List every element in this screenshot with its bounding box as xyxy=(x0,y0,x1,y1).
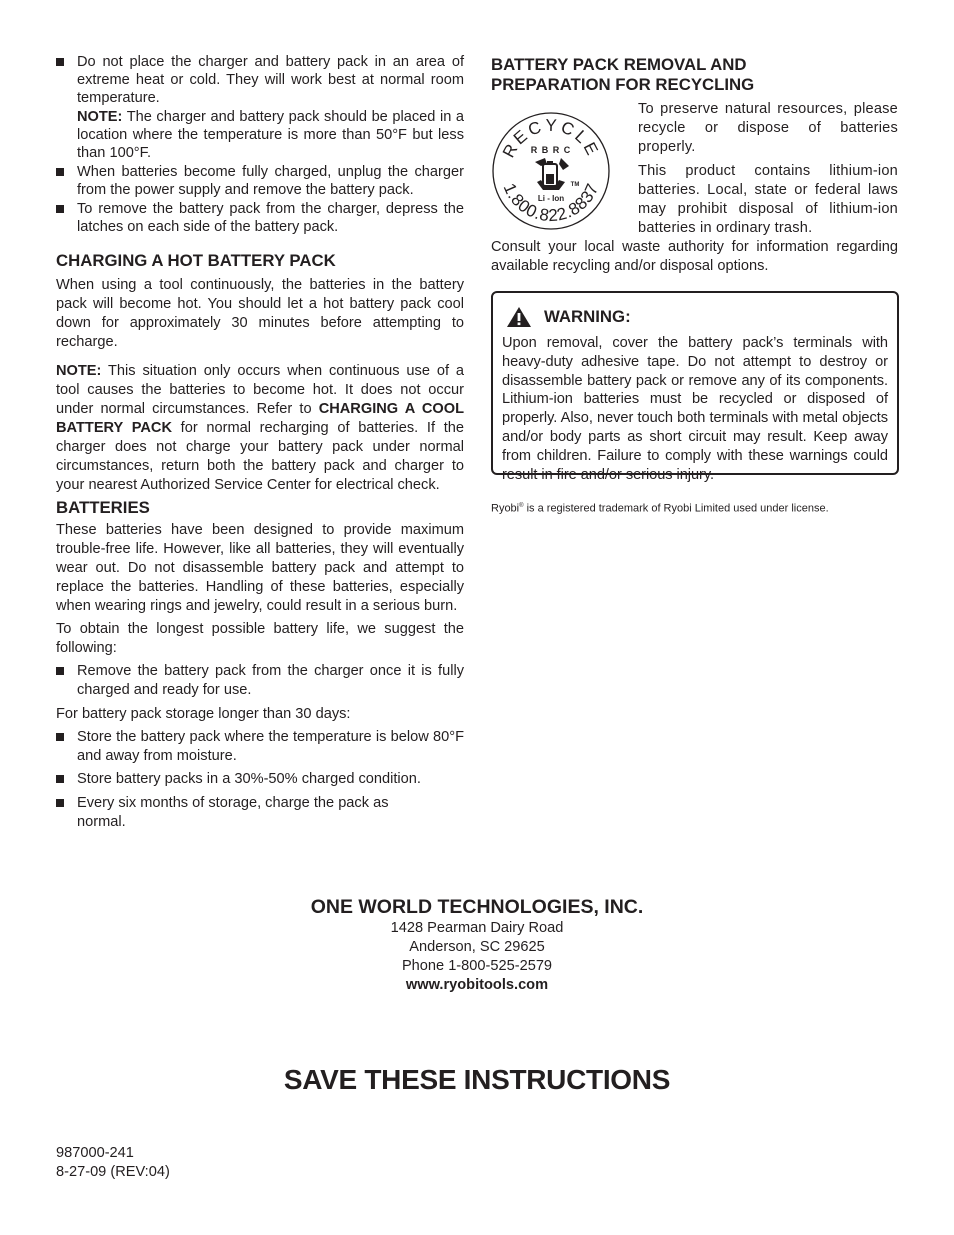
company-phone: Phone 1-800-525-2579 xyxy=(401,958,553,974)
bullet-unplug-charger xyxy=(56,163,464,199)
bullet-square-icon xyxy=(56,775,64,783)
left-column xyxy=(56,52,464,832)
hot-battery-paragraph: When using a tool continuously, the batteries in the battery pack will become hot. You should let a hot battery pack cool down for approximately 30 minutes before attempting to recharge. xyxy=(56,277,464,350)
bullet-storage-temperature xyxy=(56,728,464,766)
bullet-square-icon xyxy=(56,205,64,213)
hot-battery-note xyxy=(56,362,464,495)
warning-box xyxy=(491,291,899,483)
seal-top-text: RECYCLE xyxy=(498,115,604,161)
seal-letters: R B R C xyxy=(530,145,572,155)
trademark-brand: Ryobi xyxy=(491,502,520,515)
temperature-note xyxy=(77,108,464,162)
company-address-line2: Anderson, SC 29625 xyxy=(409,939,545,955)
warning-header xyxy=(502,293,888,339)
bullet-square-icon xyxy=(56,733,64,741)
trademark-text: is a registered trademark of Ryobi Limited used under license. xyxy=(523,502,829,515)
note-label: NOTE: xyxy=(77,109,123,125)
warning-title: WARNING: xyxy=(544,307,631,326)
bullet-square-icon xyxy=(56,58,64,66)
lithium-paragraph: This product contains lithium-ion batteries. Local, state or federal laws may prohibit disposal of lithium-ion batteries in ordinary trash. xyxy=(638,163,898,236)
right-column xyxy=(491,55,898,276)
bullet-square-icon xyxy=(56,799,64,807)
registered-mark: ® xyxy=(519,503,524,509)
seal-chemistry: Li - Ion xyxy=(537,194,565,203)
warning-text: Upon removal, cover the battery pack’s terminals with heavy-duty adhesive tape. Do not attempt to destroy or disassemble battery pack or remove any of its components. Lithium-ion batteries must be recycled or disposed of properly. Also, never touch both terminals with metal objects and/or body parts as short circuit may result. Keep away from children. Failure to comply with these warnings could result in fire and/or serious injury. xyxy=(502,335,888,483)
seal-trademark: TM xyxy=(570,182,580,188)
note-text: The charger and battery pack should be placed in a location where the temperature is more than 50°F but less than 100°F. xyxy=(77,109,464,161)
recycle-text xyxy=(638,100,898,238)
recycling-heading xyxy=(491,55,898,95)
bullet-storage-recharge xyxy=(56,794,464,832)
recycle-row xyxy=(491,102,898,242)
note-text: This situation only occurs when continuous use of a tool causes the batteries to become hot. It does not occur under normal circumstances. Refer to xyxy=(56,363,464,417)
part-number: 987000-241 xyxy=(56,1145,134,1161)
heading-line: PREPARATION FOR RECYCLING xyxy=(491,75,755,94)
bullet-storage-charge xyxy=(56,770,464,789)
company-block xyxy=(0,895,954,995)
bullet-remove-when-charged xyxy=(56,662,464,700)
battery-recycle-icon xyxy=(535,158,569,190)
bullet-remove-pack xyxy=(56,200,464,236)
note-label: NOTE: xyxy=(56,363,102,379)
warning-triangle-icon xyxy=(506,306,532,328)
save-instructions-title: SAVE THESE INSTRUCTIONS xyxy=(283,1064,671,1095)
batteries-paragraph: These batteries have been designed to provide maximum trouble-free life. However, like all batteries, they will eventually wear out. Do not disassemble battery pack and attempt to replace the batteries. Handling of these batteries, especially when wearing rings and jewelry, could result in a serious burn. xyxy=(56,522,464,614)
seal-phone-text: 1.800.822.8837 xyxy=(499,180,603,226)
bullet-text: When batteries become fully charged, unplug the charger from the power supply and remove the battery pack. xyxy=(77,164,464,198)
waste-authority-paragraph: Consult your local waste authority for information regarding available recycling and/or disposal options. xyxy=(491,239,898,274)
company-name: ONE WORLD TECHNOLOGIES, INC. xyxy=(310,896,644,918)
revision-date: 8-27-09 (REV:04) xyxy=(56,1164,170,1180)
bullet-text: To remove the battery pack from the charger, depress the latches on each side of the battery pack. xyxy=(77,201,464,235)
bullet-text: Do not place the charger and battery pack in an area of extreme heat or cold. They will work best at normal room temperature. xyxy=(77,54,464,106)
bullet-text: Store the battery pack where the temperature is below 80°F and away from moisture. xyxy=(77,729,464,764)
recycle-paragraph: To preserve natural resources, please recycle or dispose of batteries properly. xyxy=(638,101,898,155)
note-text: for normal recharging of batteries. If the charger does not charge your battery pack under normal circumstances, return both the battery pack and charger to your nearest Authorized Service Center for electrical check. xyxy=(56,420,464,493)
hot-battery-heading: CHARGING A HOT BATTERY PACK xyxy=(56,251,336,270)
batteries-heading: BATTERIES xyxy=(56,498,150,517)
bullet-square-icon xyxy=(56,168,64,176)
bullet-text: Every six months of storage, charge the pack as normal. xyxy=(77,795,389,830)
battery-life-paragraph: To obtain the longest possible battery life, we suggest the following: xyxy=(56,621,464,656)
heading-line: BATTERY PACK REMOVAL AND xyxy=(491,55,747,74)
storage-paragraph: For battery pack storage longer than 30 days: xyxy=(56,706,351,722)
bullet-text: Remove the battery pack from the charger once it is fully charged and ready for use. xyxy=(77,663,464,698)
note-reference: CHARGING A COOL BATTERY PACK xyxy=(56,401,464,436)
bullet-square-icon xyxy=(56,667,64,675)
company-address-line1: 1428 Pearman Dairy Road xyxy=(390,920,564,936)
bullet-text: Store battery packs in a 30%-50% charged condition. xyxy=(77,771,421,787)
bullet-extreme-temperature xyxy=(56,53,464,162)
rbrc-recycle-seal-icon xyxy=(491,108,611,234)
trademark-notice xyxy=(491,500,829,516)
document-part-info xyxy=(56,1144,170,1182)
company-website: www.ryobitools.com xyxy=(405,977,549,993)
